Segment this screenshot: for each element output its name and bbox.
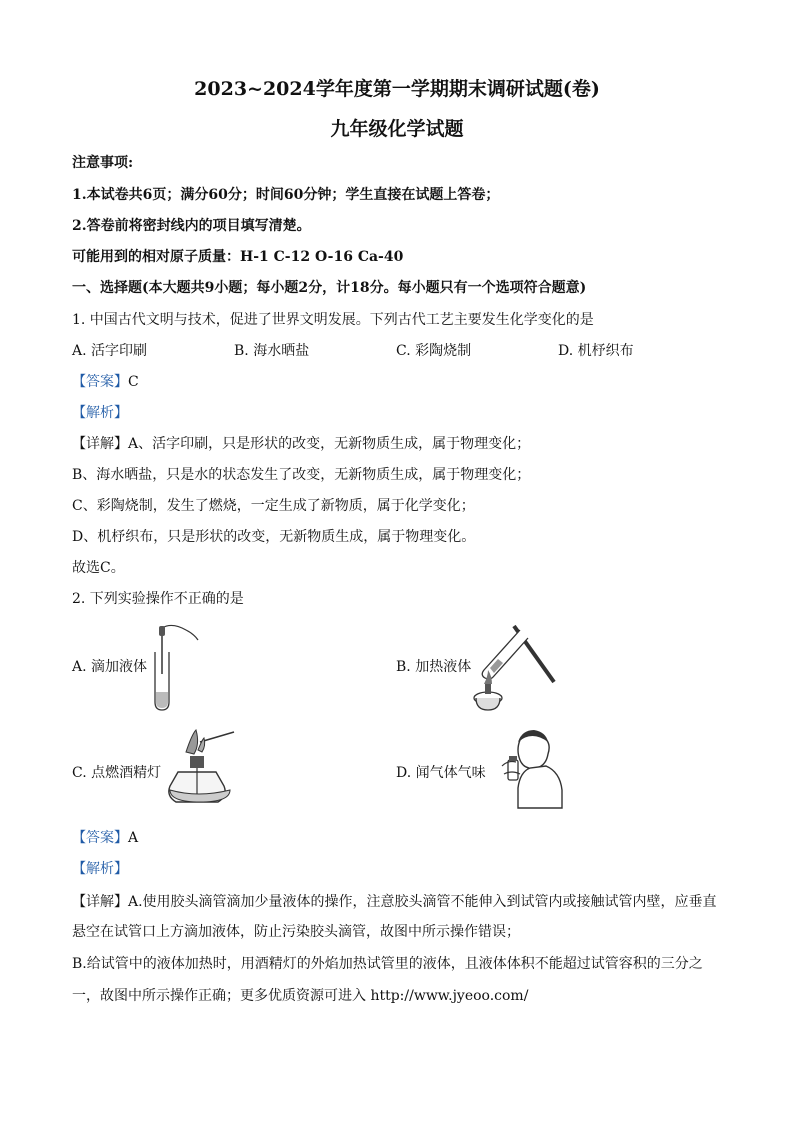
- alcohol-lamp-illustration: [160, 728, 240, 812]
- dropper-test-tube-illustration: [150, 622, 200, 714]
- answer-value: A: [128, 830, 139, 846]
- notice-heading: 注意事项:: [72, 155, 134, 171]
- q1-detail-line: D、机杼织布，只是形状的改变，无新物质生成，属于物理变化。: [72, 529, 476, 545]
- q1-option-a: A. 活字印刷: [72, 343, 148, 359]
- atomic-masses: 可能用到的相对原子质量：H-1 C-12 O-16 Ca-40: [72, 249, 404, 265]
- q2-detail-line: 一，故图中所示操作正确；更多优质资源可进入 http://www.jyeoo.com/: [72, 988, 529, 1004]
- q1-option-d: D. 机杼织布: [558, 343, 634, 359]
- page-subtitle: 九年级化学试题: [330, 118, 464, 140]
- question-1-stem: 1. 中国古代文明与技术，促进了世界文明发展。下列古代工艺主要发生化学变化的是: [72, 312, 594, 328]
- answer-value: C: [128, 374, 139, 390]
- q2-detail-line: 【详解】A.使用胶头滴管滴加少量液体的操作，注意胶头滴管不能伸入到试管内或接触试管内壁，应垂直: [72, 894, 717, 910]
- answer-label: 【答案】: [72, 374, 128, 390]
- q2-option-d: D. 闻气体气味: [396, 765, 486, 781]
- q2-answer: [72, 827, 138, 847]
- q1-option-c: C. 彩陶烧制: [396, 343, 472, 359]
- smelling-gas-illustration: [494, 728, 566, 810]
- q1-detail-line: 【详解】A、活字印刷，只是形状的改变，无新物质生成，属于物理变化；: [72, 436, 531, 452]
- q1-detail-line: 故选C。: [72, 560, 125, 576]
- q1-detail-line: B、海水晒盐，只是水的状态发生了改变，无新物质生成，属于物理变化；: [72, 467, 531, 483]
- notice-item-2: 2.答卷前将密封线内的项目填写清楚。: [72, 218, 311, 234]
- q1-analysis-label: 【解析】: [72, 405, 128, 421]
- answer-label: 【答案】: [72, 830, 128, 846]
- q2-option-c: C. 点燃酒精灯: [72, 765, 162, 781]
- q2-detail-line: B.给试管中的液体加热时，用酒精灯的外焰加热试管里的液体，且液体体积不能超过试管容积的三分之: [72, 956, 703, 972]
- page-title: 2023~2024学年度第一学期期末调研试题(卷): [194, 78, 600, 100]
- question-2-stem: 2. 下列实验操作不正确的是: [72, 591, 244, 607]
- section-heading: 一、选择题(本大题共9小题；每小题2分，计18分。每小题只有一个选项符合题意): [72, 280, 587, 296]
- q1-answer: [72, 371, 139, 391]
- notice-item-1: 1.本试卷共6页；满分60分；时间60分钟；学生直接在试题上答卷；: [72, 187, 500, 203]
- heating-liquid-illustration: [470, 622, 560, 714]
- q2-analysis-label: 【解析】: [72, 861, 128, 877]
- q1-detail-line: C、彩陶烧制，发生了燃烧，一定生成了新物质，属于化学变化；: [72, 498, 475, 514]
- q2-detail-line: 悬空在试管口上方滴加液体，防止污染胶头滴管，故图中所示操作错误；: [72, 924, 520, 940]
- q2-option-a: A. 滴加液体: [72, 659, 148, 675]
- q1-option-b: B. 海水晒盐: [234, 343, 310, 359]
- q2-option-b: B. 加热液体: [396, 659, 472, 675]
